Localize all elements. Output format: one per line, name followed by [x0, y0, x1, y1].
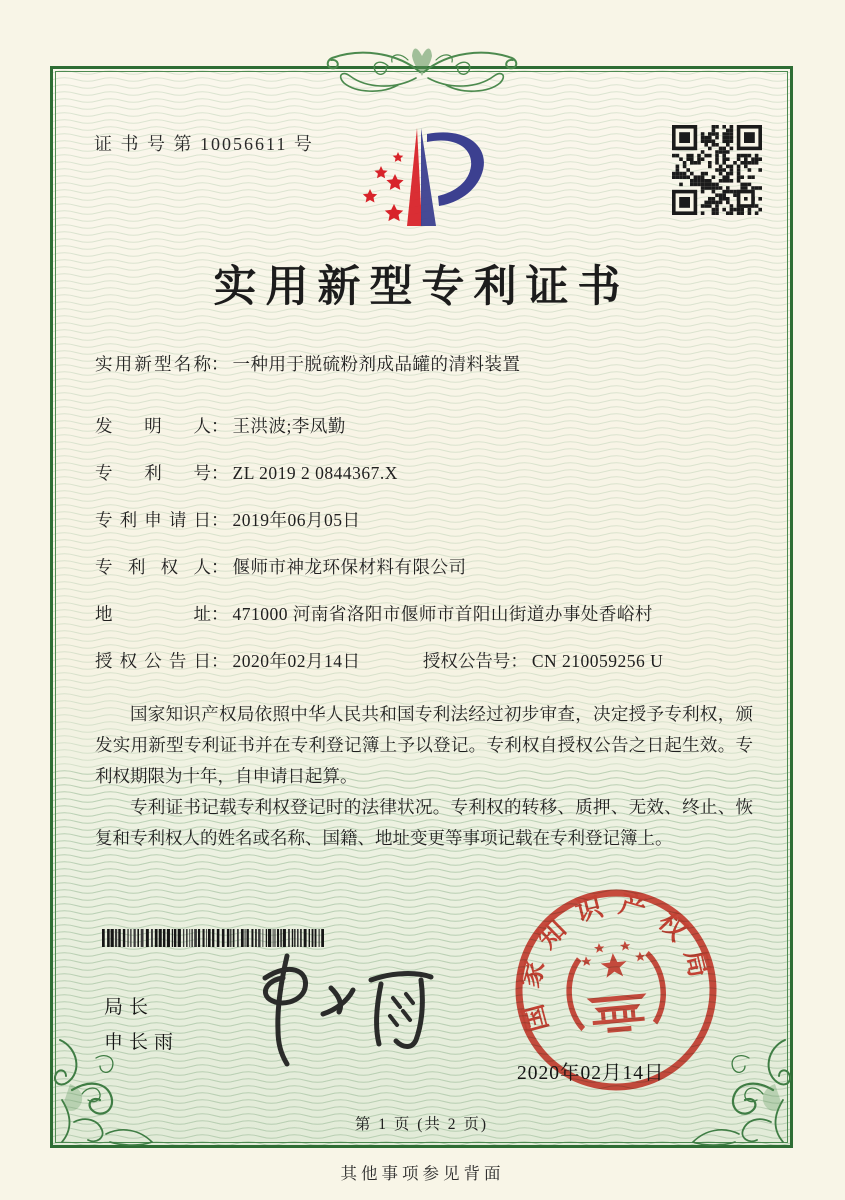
field-value: 2019年06月05日	[232, 510, 361, 530]
field-colon: ：	[211, 651, 229, 671]
certificate-number: 证 书 号 第 10056611 号	[94, 134, 314, 154]
field-value: 一种用于脱硫粉剂成品罐的清料装置	[232, 354, 521, 374]
grant-publication-number	[423, 651, 663, 672]
field-list	[95, 354, 760, 672]
qr-code-icon	[672, 125, 762, 215]
field-value: 2020年02月14日	[232, 651, 361, 671]
director-title-label: 局长	[104, 997, 155, 1018]
field-label: 授权公告日	[95, 651, 211, 671]
field-colon: ：	[211, 354, 229, 374]
field-colon: ：	[211, 416, 229, 436]
national-emblem-icon	[562, 938, 669, 1037]
legal-text	[95, 699, 753, 854]
field-colon: ：	[211, 604, 229, 624]
field-label: 实用新型名称	[95, 354, 211, 374]
seal-date: 2020年02月14日	[517, 1063, 665, 1084]
field-row-patentee	[95, 557, 760, 578]
field-row-address	[95, 604, 760, 625]
field-row-patent-number	[95, 463, 760, 484]
director-signature-icon	[225, 950, 445, 1068]
field-label: 专利权人	[95, 557, 211, 577]
field-colon: ：	[211, 557, 229, 577]
field-label: 发明人	[95, 416, 211, 436]
certificate-title: 实用新型专利证书	[213, 262, 630, 312]
field-colon: ：	[211, 510, 229, 530]
grant-no-label: 授权公告号	[422, 651, 511, 671]
field-value: 偃师市神龙环保材料有限公司	[232, 557, 467, 577]
legal-paragraph-2: 专利证书记载专利权登记时的法律状况。专利权的转移、质押、无效、终止、恢复和专利权人的姓名或名称、国籍、地址变更等事项记载在专利登记簿上。	[95, 797, 753, 848]
field-value: 471000 河南省洛阳市偃师市首阳山街道办事处香峪村	[232, 604, 653, 624]
field-row-inventor	[95, 416, 760, 437]
back-note: 其他事项参见背面	[340, 1164, 505, 1183]
grant-no-value: CN 210059256 U	[531, 651, 664, 671]
field-row-grant-date	[95, 651, 760, 672]
legal-paragraph-1: 国家知识产权局依照中华人民共和国专利法经过初步审查，决定授予专利权，颁发实用新型专利证书并在专利登记簿上予以登记。专利权自授权公告之日起生效。专利权期限为十年，自申请日起算。	[95, 704, 753, 786]
field-value: ZL 2019 2 0844367.X	[232, 463, 398, 483]
field-label: 地址	[95, 604, 211, 624]
field-label: 专利申请日	[95, 510, 211, 530]
seal-text: 国家知识产权局	[514, 888, 718, 1036]
page-number: 第 1 页 (共 2 页)	[354, 1116, 489, 1133]
top-scroll-ornament-icon	[325, 42, 519, 104]
cnipa-logo-icon	[343, 114, 525, 242]
field-value: 王洪波;李凤勤	[232, 416, 346, 436]
barcode-icon	[102, 929, 324, 947]
field-label: 专利号	[95, 463, 211, 483]
field-colon: ：	[510, 651, 528, 671]
director-name-label: 申长雨	[104, 1032, 180, 1053]
field-colon: ：	[211, 463, 229, 483]
field-row-name	[95, 354, 760, 375]
field-row-filing-date	[95, 510, 760, 531]
